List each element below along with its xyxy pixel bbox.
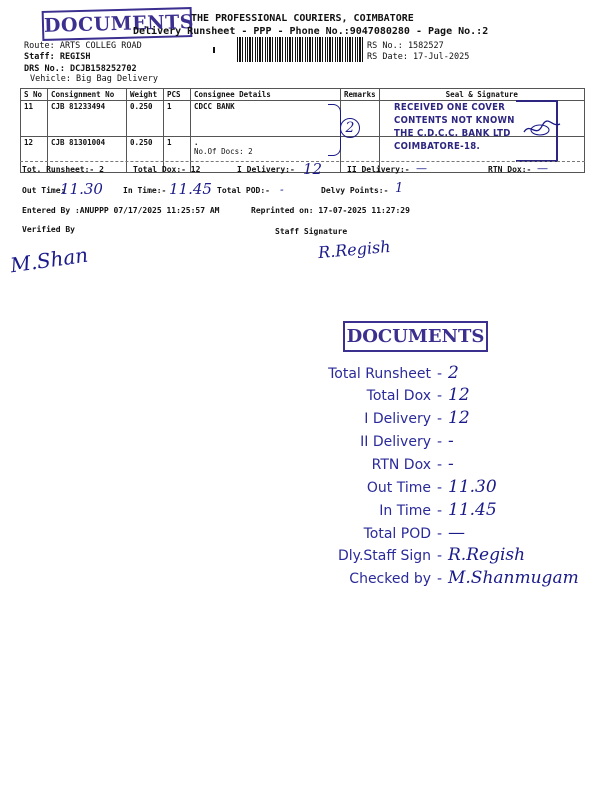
summary-dash: -	[437, 503, 443, 519]
summary-dash: -	[437, 526, 443, 542]
staff-signature: R.Regish	[317, 236, 392, 263]
row-pcs: 1	[164, 137, 191, 173]
tot-dox: Total Dox:- 12	[133, 165, 201, 174]
reprinted-on: Reprinted on: 17-07-2025 11:27:29	[251, 206, 410, 215]
vehicle-label: Vehicle: Big Bag Delivery	[30, 74, 158, 84]
received-line-2: CONTENTS NOT KNOWN	[394, 115, 515, 126]
staff-signature-label: Staff Signature	[275, 227, 348, 236]
summary-value: —	[448, 523, 465, 543]
summary-label: Out Time	[366, 480, 431, 496]
col-remarks: Remarks	[341, 89, 380, 101]
col-sno: S No	[21, 89, 48, 101]
rs-no: RS No.: 1582527	[367, 41, 444, 51]
verified-by-label: Verified By	[22, 225, 75, 234]
rs-date: RS Date: 17-Jul-2025	[367, 52, 470, 62]
drs-label: DRS No.: DCJB158252702	[24, 64, 137, 74]
summary-value: R.Regish	[448, 545, 526, 565]
summary-dash: -	[437, 480, 443, 496]
verified-signature: M.Shan	[8, 242, 90, 278]
summary-label: I Delivery	[364, 411, 431, 427]
col-consignment: Consignment No	[48, 89, 127, 101]
i-delivery-value: 12	[303, 160, 323, 178]
summary-label: Dly.Staff Sign	[338, 548, 431, 564]
entered-by: Entered By :ANUPPP 07/17/2025 11:25:57 AM	[22, 206, 220, 215]
summary-dash: -	[437, 434, 443, 450]
table-header-row	[21, 89, 585, 101]
summary-label: Total Dox	[366, 388, 431, 404]
summary-dash: -	[437, 457, 443, 473]
summary-value: -	[448, 454, 454, 474]
summary-value: 11.45	[448, 500, 497, 520]
out-time-label: Out Time:	[22, 186, 66, 195]
total-pod-label: Total POD:-	[217, 186, 270, 195]
row-sno: 11	[21, 101, 48, 137]
i-delivery-label: I Delivery:-	[237, 165, 295, 174]
row-weight: 0.250	[127, 137, 164, 173]
handwritten-remark-count: 2	[340, 118, 360, 138]
company-title: THE PROFESSIONAL COURIERS, COIMBATORE	[191, 13, 414, 24]
summary-dash: -	[437, 388, 443, 404]
row-consignment: CJB 81301004	[48, 137, 127, 173]
row-pcs: 1	[164, 101, 191, 137]
row-consignment: CJB 81233494	[48, 101, 127, 137]
received-stamp	[394, 101, 516, 157]
delivery-points-label: Delvy Points:-	[321, 186, 389, 195]
barcode-mark	[213, 47, 215, 53]
summary-value: M.Shanmugam	[448, 568, 579, 588]
rtn-value: —	[537, 162, 548, 175]
row-consignee: CDCC BANK	[191, 101, 341, 137]
row-weight: 0.250	[127, 101, 164, 137]
consignee-dot: .	[194, 138, 199, 147]
received-line-1: RECEIVED ONE COVER	[394, 102, 506, 113]
in-time-value: 11.45	[169, 180, 212, 198]
staff-label: Staff: REGISH	[24, 52, 91, 62]
col-seal: Seal & Signature	[379, 89, 584, 101]
in-time-label: In Time:-	[123, 186, 167, 195]
docs-count: No.Of Docs: 2	[194, 147, 253, 156]
summary-value: 12	[448, 408, 470, 428]
row-sno: 12	[21, 137, 48, 173]
summary-dash: -	[437, 571, 443, 587]
handwritten-brace	[328, 104, 341, 156]
summary-dash: -	[437, 366, 443, 382]
barcode	[237, 37, 364, 62]
summary-label: RTN Dox	[371, 457, 431, 473]
route-label: Route: ARTS COLLEG ROAD	[24, 41, 142, 51]
documents-stamp: DOCUMENTS	[42, 7, 193, 41]
col-consignee: Consignee Details	[191, 89, 341, 101]
summary-value: 11.30	[448, 477, 497, 497]
ii-delivery-value: —	[416, 162, 427, 175]
summary-label: Checked by	[349, 571, 431, 587]
summary-label: II Delivery	[360, 434, 431, 450]
col-weight: Weight	[127, 89, 164, 101]
tot-runsheet: Tot. Runsheet:- 2	[22, 165, 104, 174]
delivery-points-value: 1	[395, 181, 404, 196]
summary-label: Total Runsheet	[328, 366, 431, 382]
total-pod-value: -	[280, 183, 284, 196]
rtn-label: RTN Dox:-	[488, 165, 532, 174]
received-line-3: THE C.D.C.C. BANK LTD	[394, 128, 511, 139]
ii-delivery-label: II Delivery:-	[347, 165, 410, 174]
seal-signature	[522, 118, 562, 140]
summary-label: In Time	[379, 503, 431, 519]
col-pcs: PCS	[164, 89, 191, 101]
documents-stamp-2: DOCUMENTS	[343, 321, 488, 352]
summary-label: Total POD	[363, 526, 431, 542]
summary-value: 2	[448, 363, 459, 383]
summary-dash: -	[437, 548, 443, 564]
summary-value: 12	[448, 385, 470, 405]
summary-dash: -	[437, 411, 443, 427]
received-line-4: COIMBATORE-18.	[394, 141, 481, 152]
runsheet-subtitle: Delivery Runsheet - PPP - Phone No.:9047080280 - Page No.:2	[133, 26, 489, 37]
out-time-value: 11.30	[60, 180, 103, 198]
summary-value: -	[448, 431, 454, 451]
